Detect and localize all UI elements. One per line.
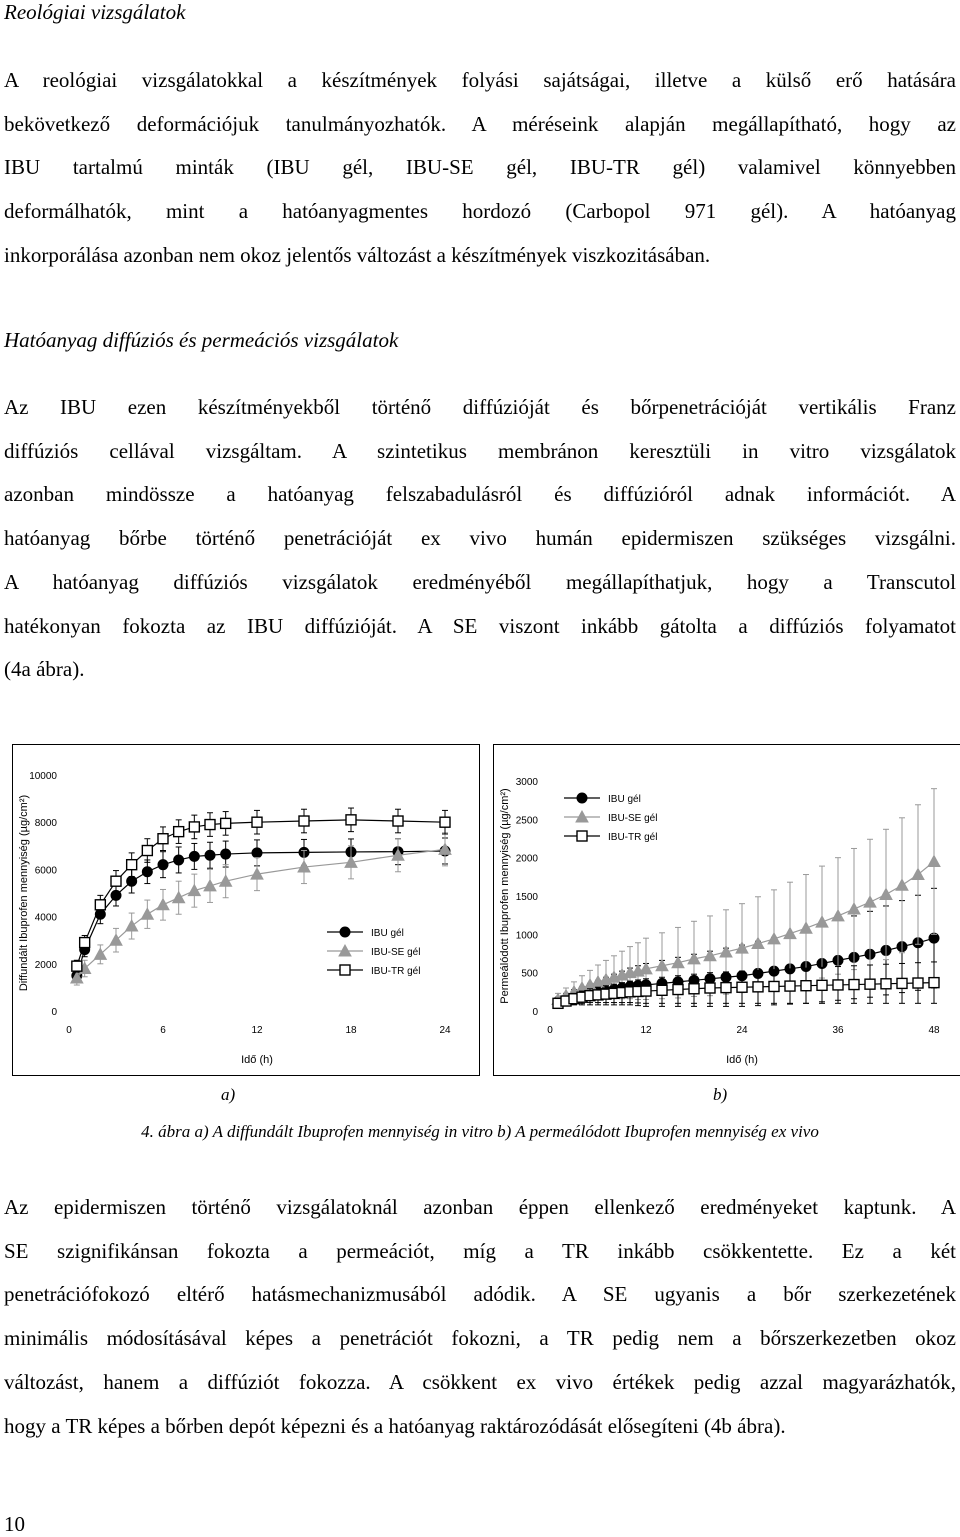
y-tick-label: 2000 [515,853,538,865]
text-line: Az epidermiszen történő vizsgálatoknál azonban éppen ellenkező eredményeket kaptunk. A [4,1195,956,1219]
data-point [769,981,779,991]
data-point [768,933,780,944]
data-point [252,848,262,858]
x-tick-label: 24 [736,1025,748,1036]
data-point [848,903,860,914]
x-tick-label: 18 [345,1025,357,1036]
data-point [111,876,121,886]
data-point [158,860,168,870]
y-tick-label: 0 [532,1007,538,1018]
text-line: inkorporálása azonban nem okoz jelentős változást a készítmények viszkozitásában. [4,242,711,267]
legend-label: IBU gél [371,928,404,939]
data-point [864,896,876,907]
data-point [221,818,231,828]
x-tick-label: 48 [928,1025,940,1036]
data-point [753,982,763,992]
text-line: bekövetkező deformációjuk tanulmányozhatók. A méréseink alapján megállapítható, hogy az [4,111,956,136]
x-axis-label: Idő (h) [241,1054,273,1066]
data-point [928,856,940,867]
data-point [785,981,795,991]
text-line: (4a ábra). [4,657,85,682]
y-axis-label: Diffundált Ibuprofen mennyiség (µg/cm²) [18,794,30,992]
data-point [880,888,892,899]
y-axis-label: Permeálódott Ibuprofen mennyiség (µg/cm²) [499,788,511,1004]
figure-a [12,744,480,1076]
paragraph-epidermis [4,1186,956,1448]
data-point [127,860,137,870]
x-tick-label: 36 [832,1025,844,1036]
heading-reology: Reológiai vizsgálatok [4,0,186,24]
figure-b [493,744,960,1076]
text-line: deformálhatók, mint a hatóanyagmentes hordozó (Carbopol 971 gél). A hatóanyag [4,199,956,224]
x-tick-label: 0 [547,1025,553,1036]
data-point [705,983,715,993]
data-point [158,834,168,844]
heading-diffusion: Hatóanyag diffúziós és permeációs vizsgálatok [4,328,399,352]
data-point [896,879,908,890]
data-point [641,986,651,996]
data-point [252,817,262,827]
legend-marker [577,793,587,803]
data-point [157,899,169,910]
legend-label: IBU-SE gél [371,947,421,958]
data-point [832,910,844,921]
data-point [189,851,199,861]
text-line: A hatóanyag diffúziós vizsgálatok eredményéből megállapíthatjuk, hogy a Transcutol [4,569,956,594]
text-line: azonban mindössze a hatóanyag felszabadulásról és diffúzióról adnak információt. A [4,482,956,507]
legend-label: IBU-TR gél [608,832,658,843]
y-tick-label: 2000 [34,959,57,971]
paragraph-reology [4,59,956,278]
data-point [80,938,90,948]
x-tick-label: 12 [640,1025,652,1036]
y-tick-label: 3000 [515,777,538,788]
y-tick-label: 1500 [515,892,538,903]
data-point [801,981,811,991]
y-tick-label: 500 [521,968,538,980]
data-point [346,815,356,825]
data-point [393,816,403,826]
legend-marker [577,831,587,841]
data-point [849,980,859,990]
data-point [205,820,215,830]
data-point [912,869,924,880]
text-line: hogy a TR képes a bőrben depót képezni és a hatóanyag raktározódását elősegíteni (4b ábra). [4,1413,786,1438]
y-tick-label: 6000 [34,865,57,877]
data-point [126,920,138,931]
text-line: hatóanyag bőrbe történő penetrációját ex vivo humán epidermiszen szükséges vizsgálni. [4,526,956,551]
text-line: diffúziós cellával vizsgáltam. A szintetikus membránon keresztüli in vitro vizsgálatok [4,438,956,463]
legend-label: IBU gél [608,794,641,805]
text-line: hatékonyan fokozta az IBU diffúzióját. A SE viszont inkább gátolta a diffúziós folyamatot [4,613,956,638]
data-point [204,880,216,891]
data-point [440,817,450,827]
legend-label: IBU-SE gél [608,813,658,824]
text-line: SE szignifikánsan fokozta a permeációt, míg a TR inkább csökkentette. Ez a két [4,1238,956,1263]
text-line: A reológiai vizsgálatokkal a készítmények folyási sajátságai, illetve a külső erő hatására [4,68,956,92]
figure-caption: 4. ábra a) A diffundált Ibuprofen mennyiség in vitro b) A permeálódott Ibuprofen mennyiség ex vivo [141,1122,819,1141]
y-tick-label: 4000 [34,912,57,924]
data-point [72,961,82,971]
data-point [189,822,199,832]
text-line: minimális módosításával képes a penetrációt fokozni, a TR pedig nem a bőrszerkezetben okoz [4,1326,956,1351]
y-tick-label: 0 [51,1007,57,1018]
x-tick-label: 6 [160,1025,166,1036]
figure-label-b: b) [713,1085,728,1104]
data-point [721,983,731,993]
text-line: penetrációfokozó eltérő hatásmechanizmusából adódik. A SE ugyanis a bőr szerkezetének [4,1282,956,1307]
x-axis-label: Idő (h) [726,1054,758,1066]
legend-marker [340,965,350,975]
chart-a [13,745,479,1075]
legend-label: IBU-TR gél [371,966,421,977]
data-point [897,978,907,988]
data-point [833,980,843,990]
figure-label-a: a) [221,1085,236,1104]
data-point [142,867,152,877]
x-tick-label: 12 [251,1025,263,1036]
data-point [299,816,309,826]
data-point [689,984,699,994]
data-point [142,846,152,856]
data-point [174,827,184,837]
data-point [673,985,683,995]
data-point [141,908,153,919]
data-point [881,979,891,989]
text-line: IBU tartalmú minták (IBU gél, IBU-SE gél, IBU-TR gél) valamivel könnyebben [4,155,956,180]
text-line: változást, hanem a diffúziót fokozza. A csökkent ex vivo értékek pedig azzal magyarázhatók, [4,1369,956,1394]
data-point [817,980,827,990]
data-point [800,922,812,933]
y-tick-label: 2500 [515,815,538,827]
data-point [784,928,796,939]
text-line: Az IBU ezen készítményekből történő diffúzióját és bőrpenetrációját vertikális Franz [4,395,956,419]
data-point [752,938,764,949]
data-point [174,855,184,865]
y-tick-label: 10000 [29,771,57,782]
data-point [95,900,105,910]
data-point [205,850,215,860]
data-point [736,942,748,953]
x-tick-label: 24 [439,1025,451,1036]
data-point [221,849,231,859]
page-number: 10 [4,1512,25,1536]
y-tick-label: 1000 [515,930,538,942]
data-point [127,876,137,886]
data-point [865,979,875,989]
y-tick-label: 8000 [34,818,57,830]
data-point [188,885,200,896]
data-point [913,978,923,988]
paragraph-diffusion [4,386,956,692]
legend-marker [340,927,350,937]
x-tick-label: 0 [66,1025,72,1036]
data-point [816,916,828,927]
data-point [929,978,939,988]
chart-b [494,745,960,1075]
data-point [657,985,667,995]
data-point [737,982,747,992]
data-point [173,892,185,903]
